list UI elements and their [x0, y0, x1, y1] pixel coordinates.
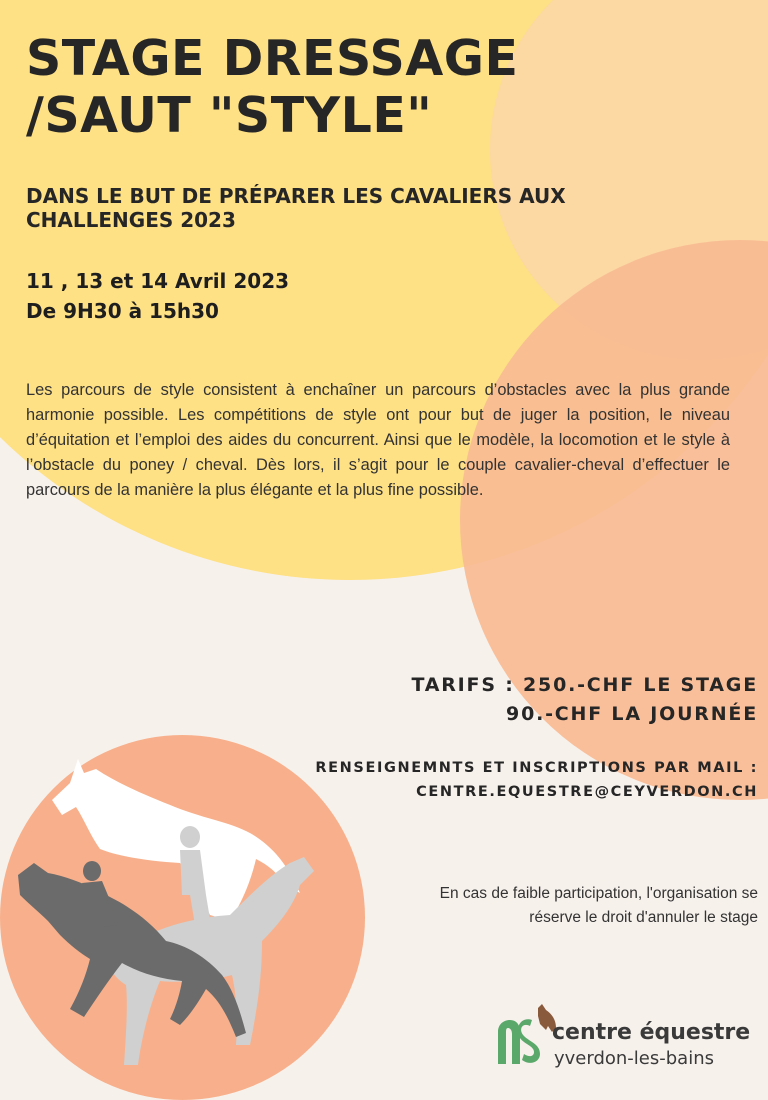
poster-title [26, 30, 746, 144]
contact-block [315, 756, 758, 804]
price-stage: TARIFS : 250.-CHF LE STAGE [411, 674, 758, 696]
cancellation-note [338, 882, 758, 930]
description-paragraph: Les parcours de style consistent à enchaîner un parcours d’obstacles avec la plus grande harmonie possible. Les compétitions de style ont pour but de juger la position, le niveau d’équitation et l’emploi des aides du concurrent. Ainsi que le modèle, la locomotion et le style à l’obstacle du poney / cheval. Dès lors, il s’agit pour le couple cavalier-cheval d’effectuer le parcours de la manière la plus élégante et la plus fine possible. [26, 381, 730, 499]
horse-head-logo-icon [494, 1002, 560, 1070]
pricing-block [411, 671, 758, 729]
event-hours: De 9H30 à 15h30 [26, 299, 219, 323]
poster-subtitle: DANS LE BUT DE PRÉPARER LES CAVALIERS AUX CHALLENGES 2023 [26, 184, 566, 232]
centre-equestre-logo [494, 1002, 754, 1070]
note-line-2: réserve le droit d'annuler le stage [529, 909, 758, 926]
logo-name: centre équestre [552, 1020, 751, 1045]
contact-email[interactable]: CENTRE.EQUESTRE@CEYVERDON.CH [416, 784, 758, 800]
contact-label: RENSEIGNEMNTS ET INSCRIPTIONS PAR MAIL : [315, 760, 758, 776]
title-line-1: STAGE DRESSAGE [26, 30, 519, 87]
price-day: 90.-CHF LA JOURNÉE [506, 703, 758, 725]
note-line-1: En cas de faible participation, l'organisation se [439, 885, 758, 902]
title-line-2: /SAUT "STYLE" [26, 87, 433, 144]
logo-location: yverdon-les-bains [554, 1048, 714, 1069]
event-dates: 11 , 13 et 14 Avril 2023 [26, 269, 290, 293]
date-block [26, 266, 289, 326]
